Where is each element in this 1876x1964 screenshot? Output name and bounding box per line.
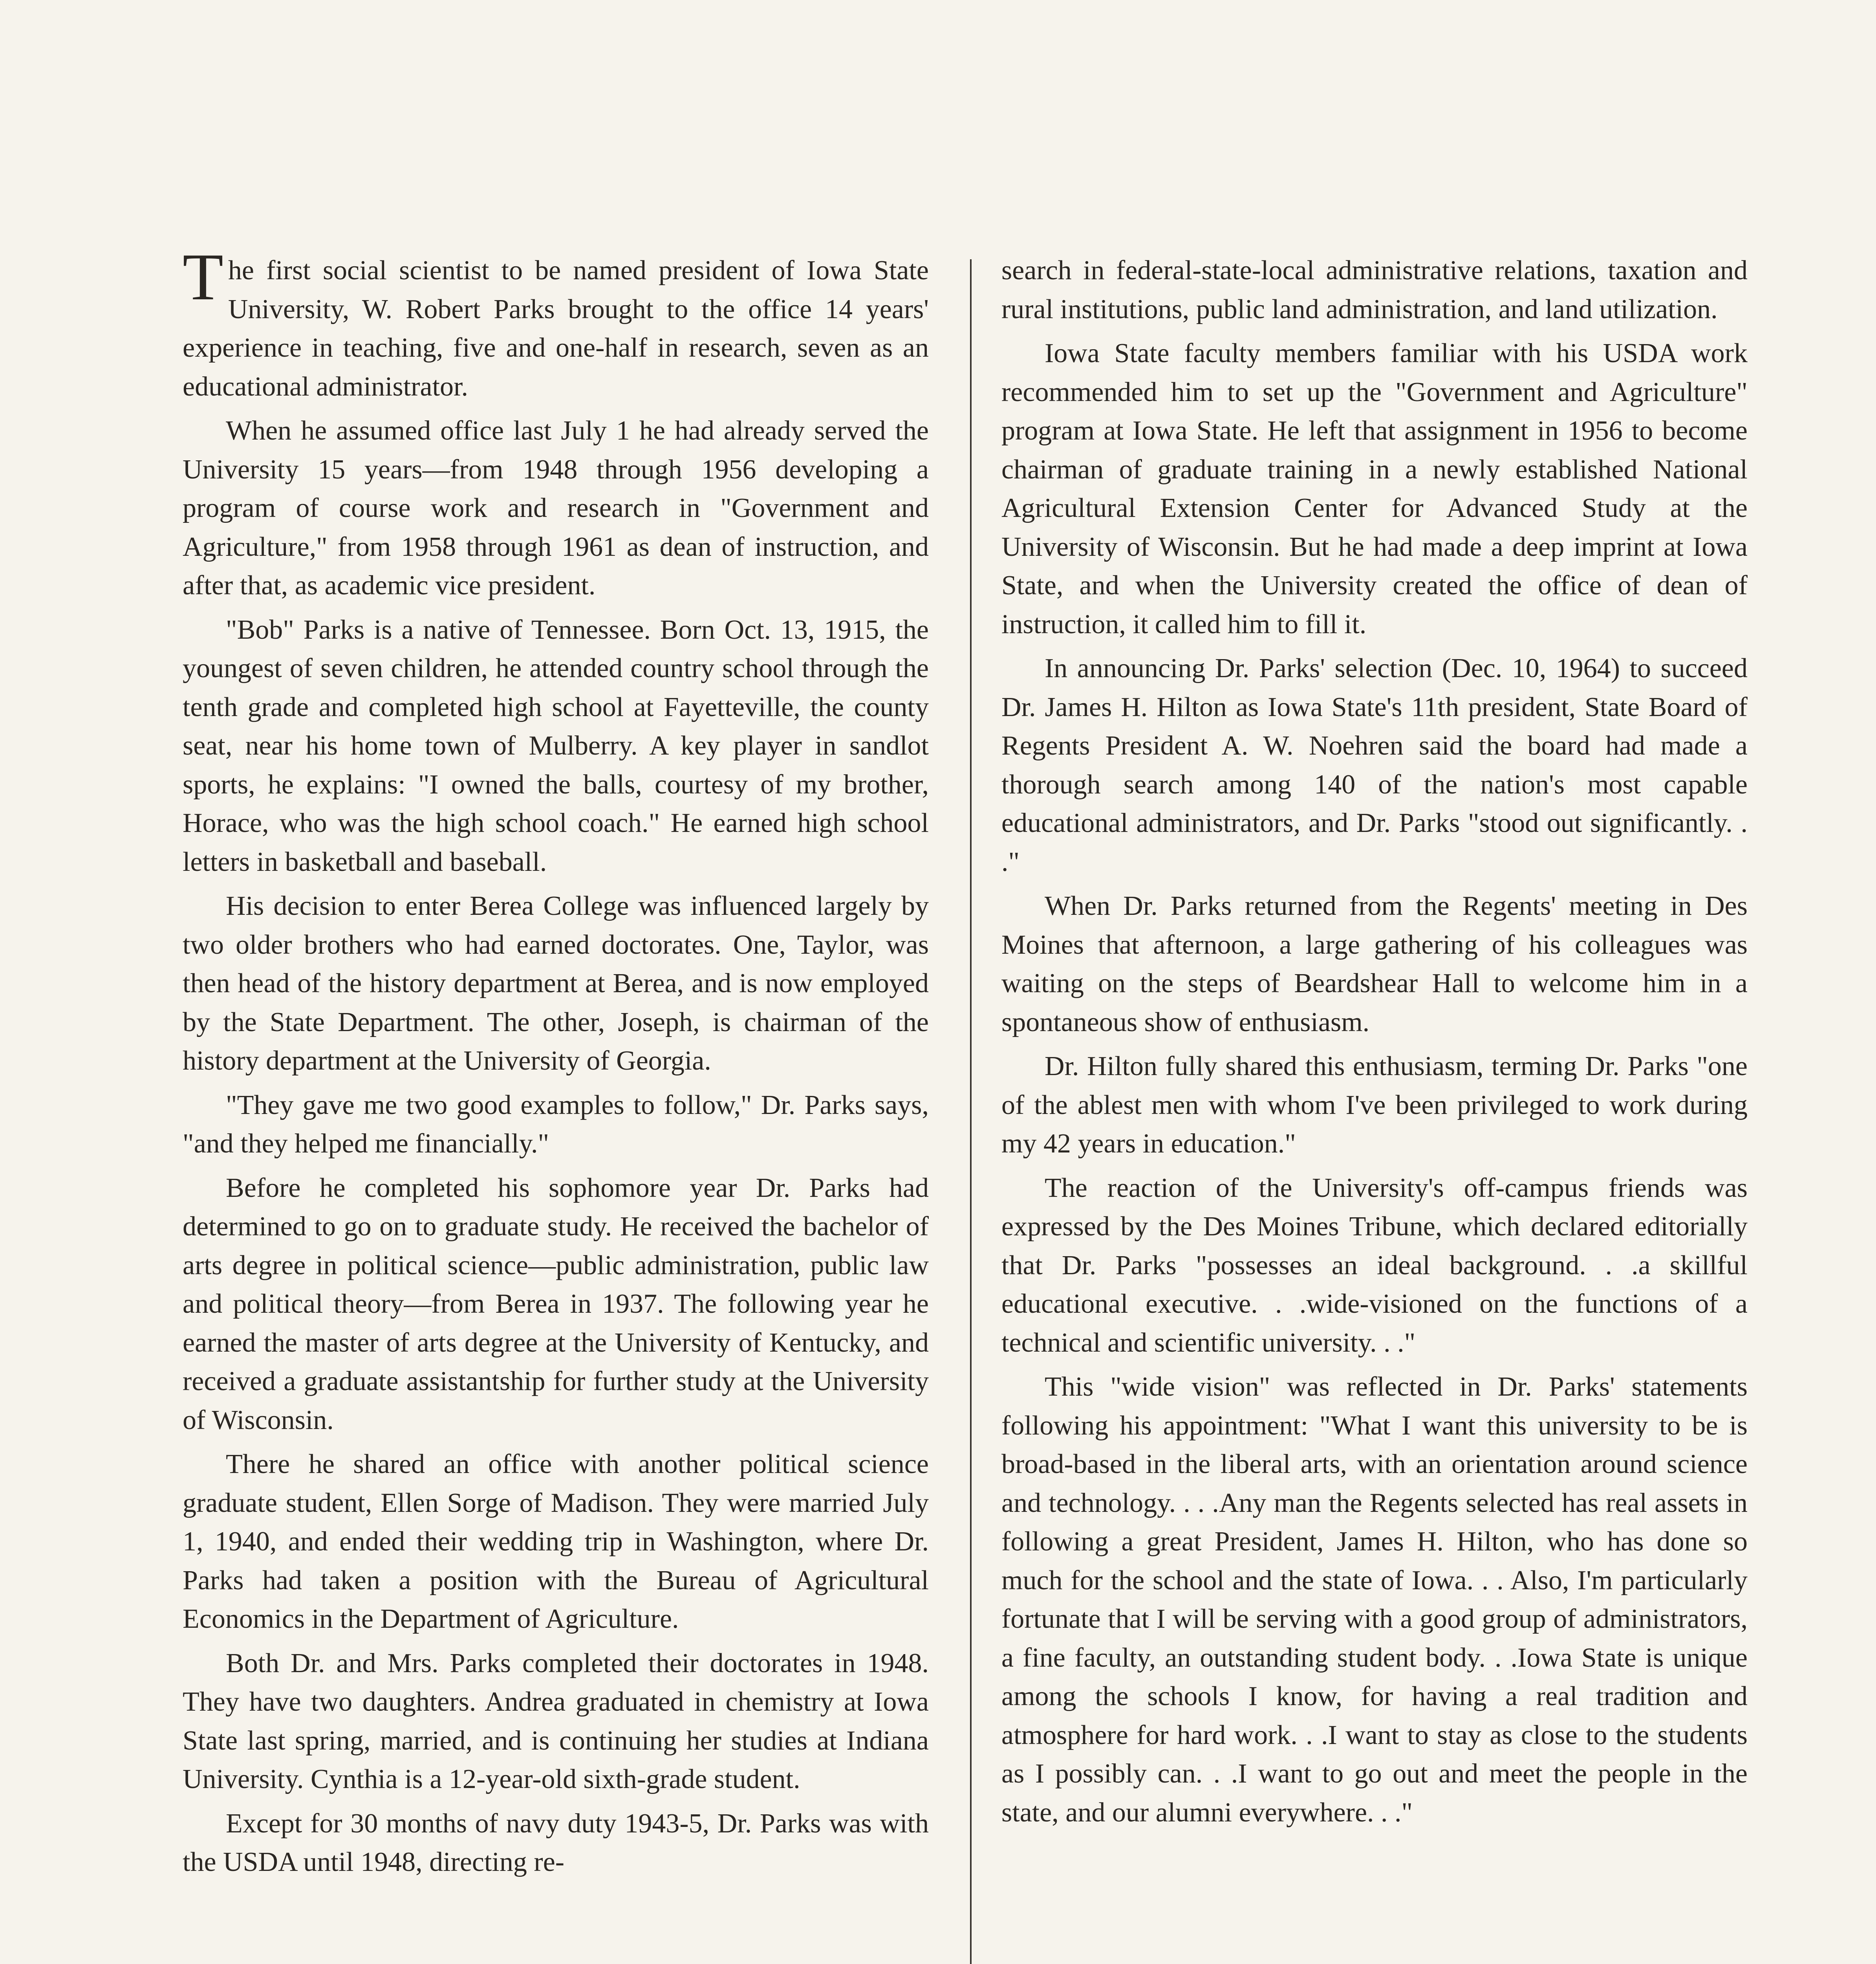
paragraph: Iowa State faculty members familiar with his USDA work recommended him to set up the "Government and Agriculture" program at Iowa State. He left that assignment in 1956 to become chairman of graduate training in a newly established National Agricultural Extension Center for Advanced Study at the University of Wisconsin. But he had made a deep imprint at Iowa State, and when the University created the office of dean of instruction, it called him to fill it. xyxy=(1001,338,1748,639)
right-column xyxy=(1001,251,1748,1838)
paragraph: Dr. Hilton fully shared this enthusiasm, terming Dr. Parks "one of the ablest men with whom I've been privileged to work during my 42 years in education." xyxy=(1001,1051,1748,1159)
paragraph: "Bob" Parks is a native of Tennessee. Born Oct. 13, 1915, the youngest of seven children, he attended country school through the tenth grade and completed high school at Fayetteville, the county seat, near his home town of Mulberry. A key player in sandlot sports, he explains: "I owned the balls, courtesy of my brother, Horace, who was the high school coach." He earned high school letters in basketball and baseball. xyxy=(183,614,929,877)
paragraph-1-text: he first social scientist to be named president of Iowa State University, W. Robert Parks brought to the office 14 years' experience in teaching, five and one-half in research, seven as an educational administrator. xyxy=(183,255,929,402)
paragraph: "They gave me two good examples to follow," Dr. Parks says, "and they helped me financially." xyxy=(183,1090,929,1159)
paragraph: This "wide vision" was reflected in Dr. Parks' statements following his appointment: "What I want this university to be is broad-based in the liberal arts, with an orientation around science and technology. . . .Any man the Regents selected has real assets in following a great President, James H. Hilton, who has done so much for the school and the state of Iowa. . . Also, I'm particularly fortunate that I will be serving with a good group of administrators, a fine faculty, an outstanding student body. . .Iowa State is unique among the schools I know, for having a real tradition and atmosphere for hard work. . .I want to stay as close to the students as I possibly can. . .I want to go out and meet the people in the state, and our alumni everywhere. . ." xyxy=(1001,1372,1748,1828)
paragraph: In announcing Dr. Parks' selection (Dec. 10, 1964) to succeed Dr. James H. Hilton as Iowa State's 11th president, State Board of Regents President A. W. Noehren said the board had made a thorough search among 140 of the nation's most capable educational administrators, and Dr. Parks "stood out significantly. . ." xyxy=(1001,653,1748,877)
paragraph: The reaction of the University's off-campus friends was expressed by the Des Moines Tribune, which declared editorially that Dr. Parks "possesses an ideal background. . .a skillful educational executive. . .wide-visioned on the functions of a technical and scientific university. . ." xyxy=(1001,1173,1748,1358)
paragraph: search in federal-state-local administrative relations, taxation and rural institutions, public land administration, and land utilization. xyxy=(1001,255,1748,324)
paragraph: Both Dr. and Mrs. Parks completed their doctorates in 1948. They have two daughters. Andrea graduated in chemistry at Iowa State last spring, married, and is continuing her studies at Indiana University. Cynthia is a 12-year-old sixth-grade student. xyxy=(183,1648,929,1794)
paragraph-1 xyxy=(183,240,929,406)
paragraph: When Dr. Parks returned from the Regents' meeting in Des Moines that afternoon, a large gathering of his colleagues was waiting on the steps of Beardshear Hall to welcome him in a spontaneous show of enthusiasm. xyxy=(1001,891,1748,1037)
paragraph: There he shared an office with another political science graduate student, Ellen Sorge of Madison. They were married July 1, 1940, and ended their wedding trip in Washington, where Dr. Parks had taken a position with the Bureau of Agricultural Economics in the Department of Agriculture. xyxy=(183,1449,929,1634)
paragraph: Before he completed his sophomore year Dr. Parks had determined to go on to graduate study. He received the bachelor of arts degree in political science—public administration, public law and political theory—from Berea in 1937. The following year he earned the master of arts degree at the University of Kentucky, and received a graduate assistantship for further study at the University of Wisconsin. xyxy=(183,1173,929,1435)
paragraph: When he assumed office last July 1 he had already served the University 15 years—from 1948 through 1956 developing a program of course work and research in "Government and Agriculture," from 1958 through 1961 as dean of instruction, and after that, as academic vice president. xyxy=(183,416,929,601)
left-column xyxy=(183,240,929,1887)
paragraph: His decision to enter Berea College was influenced largely by two older brothers who had earned doctorates. One, Taylor, was then head of the history department at Berea, and is now employed by the State Department. The other, Joseph, is chairman of the history department at the University of Georgia. xyxy=(183,891,929,1076)
paragraph: Except for 30 months of navy duty 1943-5, Dr. Parks was with the USDA until 1948, directing re- xyxy=(183,1808,929,1877)
column-divider xyxy=(970,259,972,1964)
drop-cap: T xyxy=(183,240,223,314)
